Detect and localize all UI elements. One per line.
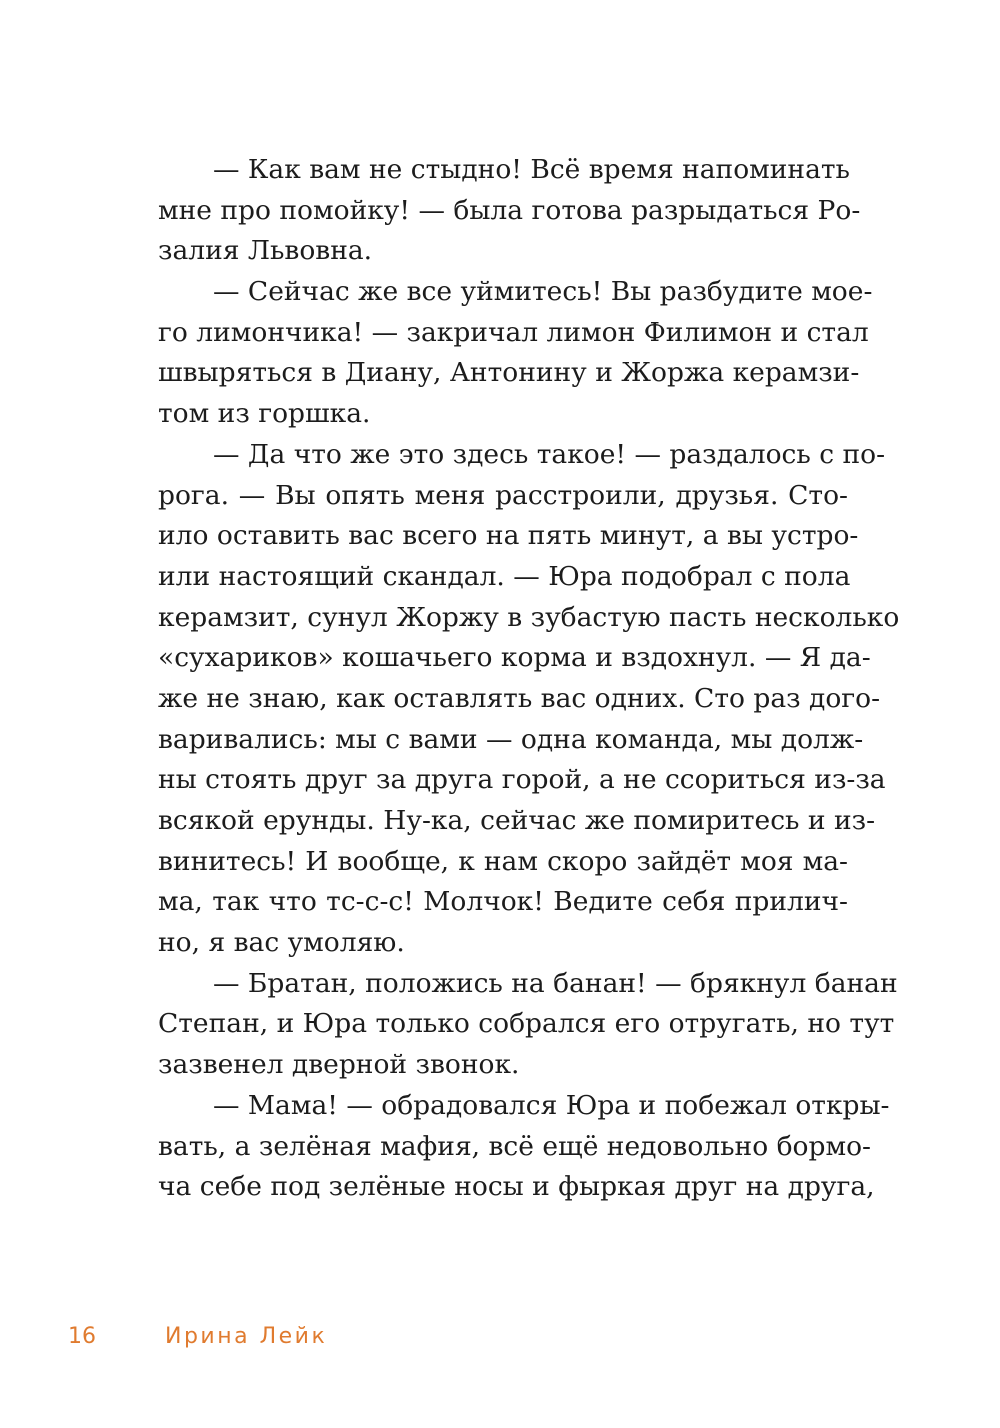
text-line: — Сейчас же все уймитесь! Вы разбудите мое- xyxy=(213,276,873,308)
text-line: «сухариков» кошачьего корма и вздохнул. — Я да- xyxy=(158,642,871,674)
text-line: — Да что же это здесь такое! — раздалось с по- xyxy=(213,438,886,470)
text-line: Степан, и Юра только собрался его отругать, но тут xyxy=(158,1008,895,1040)
author-name: Ирина Лейк xyxy=(165,1324,328,1349)
text-line: рога. — Вы опять меня расстроили, друзья. Сто- xyxy=(158,479,848,511)
text-line: — Мама! — обрадовался Юра и побежал откры- xyxy=(213,1089,890,1121)
text-line: том из горшка. xyxy=(158,398,371,430)
text-line: залия Львовна. xyxy=(158,235,373,267)
text-line: — Как вам не стыдно! Всё время напоминать xyxy=(213,154,850,185)
text-line: но, я вас умоляю. xyxy=(158,927,405,959)
body-text xyxy=(158,150,900,1208)
text-line: го лимончика! — закричал лимон Филимон и стал xyxy=(158,316,869,348)
page-footer xyxy=(68,1320,327,1354)
text-line: ило оставить вас всего на пять минут, а вы устро- xyxy=(158,520,859,552)
text-line: ма, так что тс-с-с! Молчок! Ведите себя прилич- xyxy=(158,886,848,918)
text-line: ча себе под зелёные носы и фыркая друг на друга, xyxy=(158,1171,875,1203)
text-line: винитесь! И вообще, к нам скоро зайдёт моя ма- xyxy=(158,845,848,877)
page-number: 16 xyxy=(68,1324,96,1349)
text-line: всякой ерунды. Ну-ка, сейчас же помиритесь и из- xyxy=(158,805,876,836)
text-line: ны стоять друг за друга горой, а не ссориться из-за xyxy=(158,764,886,796)
text-line: мне про помойку! — была готова разрыдаться Ро- xyxy=(158,194,861,226)
text-line: же не знаю, как оставлять вас одних. Сто раз дого- xyxy=(158,682,881,714)
text-line: вать, а зелёная мафия, всё ещё недовольно бормо- xyxy=(158,1130,871,1162)
text-line: зазвенел дверной звонок. xyxy=(158,1049,520,1081)
text-line: или настоящий скандал. — Юра подобрал с пола xyxy=(158,560,851,592)
text-line: керамзит, сунул Жоржу в зубастую пасть несколько xyxy=(158,601,900,633)
text-line: варивались: мы с вами — одна команда, мы долж- xyxy=(158,723,864,755)
text-line: — Братан, положись на банан! — брякнул банан xyxy=(213,967,898,999)
text-line: швыряться в Диану, Антонину и Жоржа керамзи- xyxy=(158,357,860,389)
